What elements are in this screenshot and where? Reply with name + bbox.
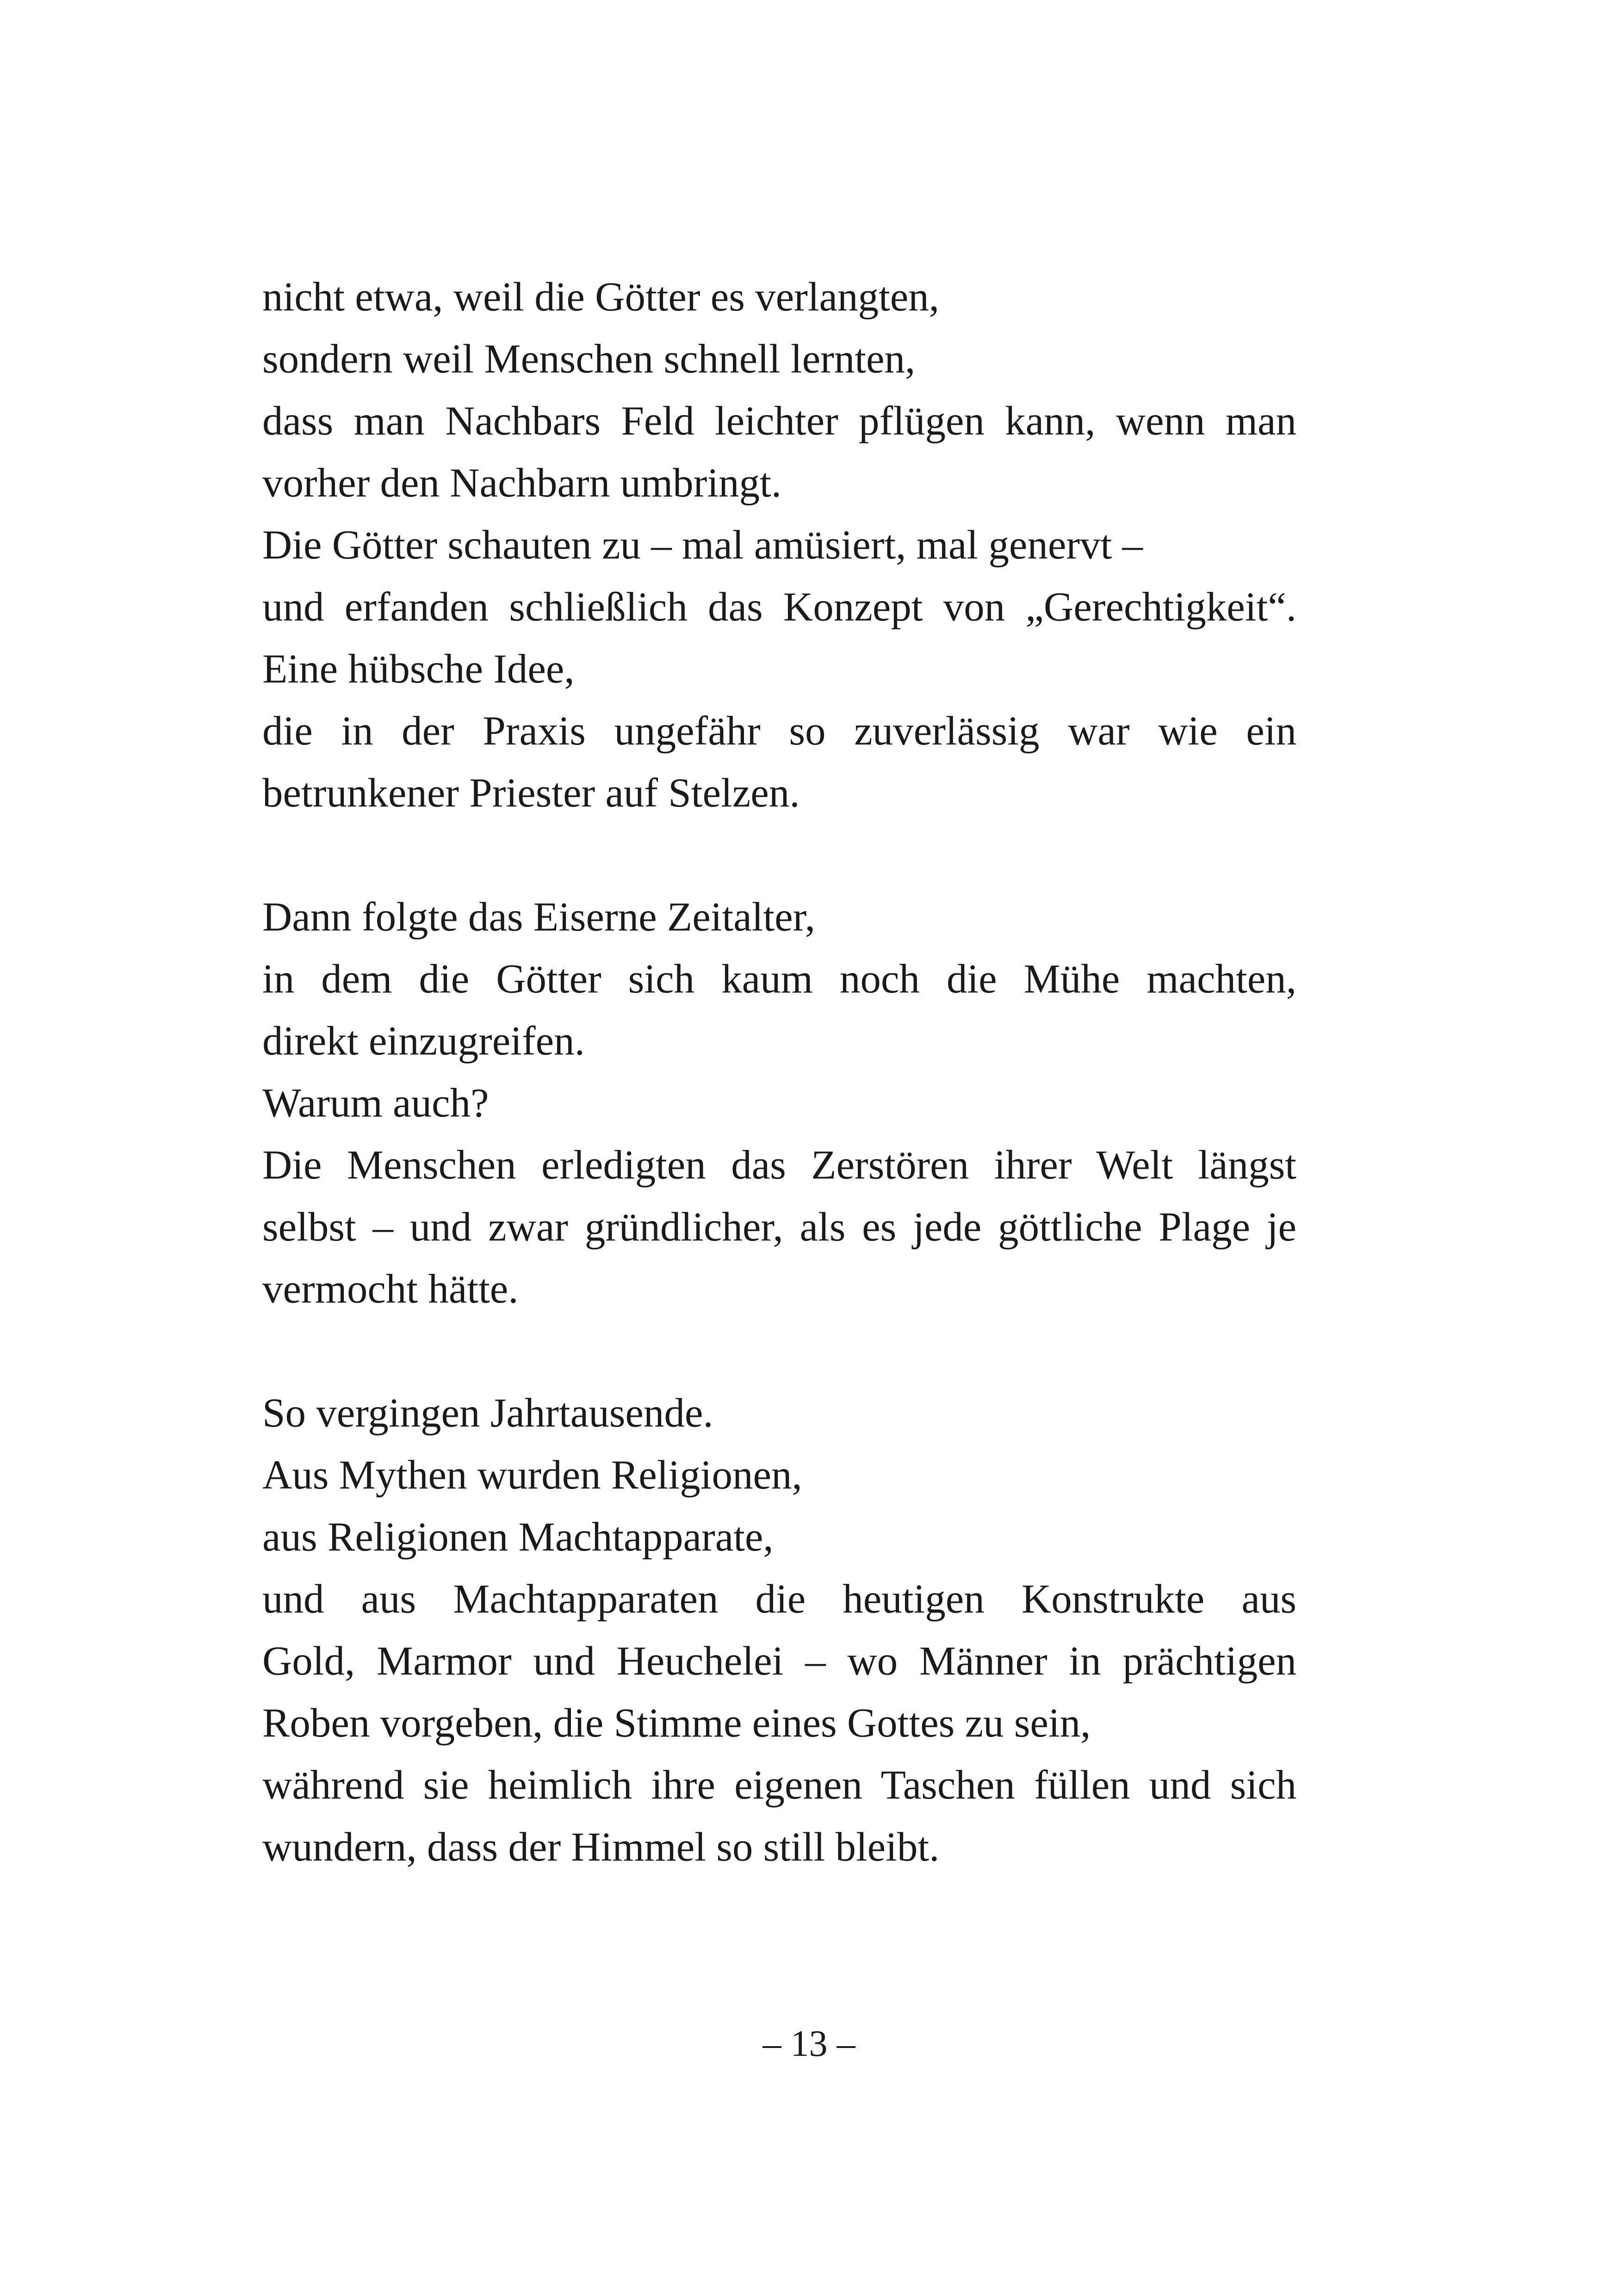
text-line: Warum auch? <box>262 1080 489 1126</box>
text-line: Die Götter schauten zu – mal amüsiert, mal genervt – <box>262 522 1143 568</box>
page-number: – 13 – <box>763 2023 855 2064</box>
stanza-break <box>262 1320 1296 1382</box>
text-line: selbst – und zwar gründlicher, als es jede göttliche Plage je <box>262 1204 1296 1250</box>
text-line: vorher den Nachbarn umbringt. <box>262 460 782 506</box>
text-line: und erfanden schließlich das Konzept von „Gerechtigkeit“. <box>262 584 1296 630</box>
text-line: betrunkener Priester auf Stelzen. <box>262 770 800 816</box>
text-line: Roben vorgeben, die Stimme eines Gottes zu sein, <box>262 1700 1091 1746</box>
text-line: So vergingen Jahrtausende. <box>262 1390 713 1436</box>
text-line: in dem die Götter sich kaum noch die Mühe machten, <box>262 956 1296 1002</box>
text-line: sondern weil Menschen schnell lernten, <box>262 336 916 382</box>
text-line: Die Menschen erledigten das Zerstören ihrer Welt längst <box>262 1142 1296 1188</box>
body-text <box>262 266 1296 1878</box>
text-line: Dann folgte das Eiserne Zeitalter, <box>262 894 815 940</box>
text-line: direkt einzugreifen. <box>262 1018 585 1064</box>
text-line: und aus Machtapparaten die heutigen Konstrukte aus <box>262 1576 1296 1622</box>
text-line: während sie heimlich ihre eigenen Taschen füllen und sich <box>262 1762 1296 1808</box>
stanza-break <box>262 824 1296 886</box>
text-line: wundern, dass der Himmel so still bleibt. <box>262 1824 940 1870</box>
text-line: Gold, Marmor und Heuchelei – wo Männer in prächtigen <box>262 1638 1296 1684</box>
text-line: dass man Nachbars Feld leichter pflügen kann, wenn man <box>262 398 1296 444</box>
text-line: die in der Praxis ungefähr so zuverlässig war wie ein <box>262 708 1296 754</box>
text-line: vermocht hätte. <box>262 1266 519 1312</box>
text-line: Eine hübsche Idee, <box>262 646 575 692</box>
text-line: aus Religionen Machtapparate, <box>262 1514 774 1560</box>
text-line: nicht etwa, weil die Götter es verlangten, <box>262 274 940 320</box>
text-line: Aus Mythen wurden Religionen, <box>262 1452 802 1498</box>
